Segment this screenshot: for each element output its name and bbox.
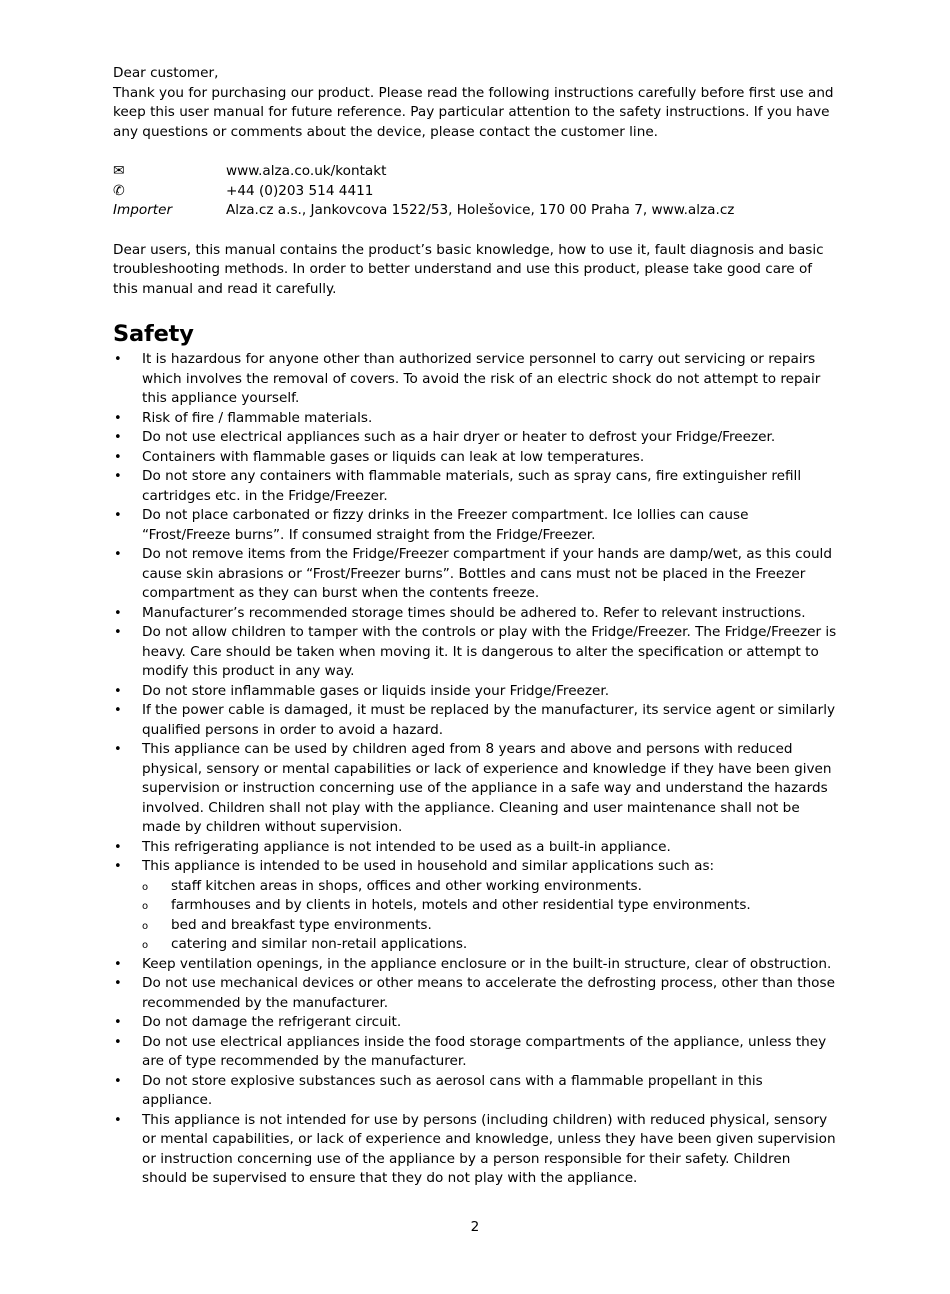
importer-label: Importer — [113, 202, 173, 218]
list-item: • Do not use electrical appliances such as a hair dryer or heater to defrost your Fridge/Freezer. — [113, 428, 837, 448]
phone-icon: ✆ — [113, 182, 125, 199]
manual-note: Dear users, this manual contains the product’s basic knowledge, how to use it, fault diagnosis and basic troubleshooting methods. In order to better understand and use this product, please take good care of this manual and read it carefully. — [113, 241, 824, 297]
safety-list — [113, 350, 837, 1189]
contact-block — [113, 162, 837, 221]
envelope-icon: ✉ — [113, 163, 125, 179]
list-item: • If the power cable is damaged, it must be replaced by the manufacturer, its service agent or similarly qualified persons in order to avoid a hazard. — [113, 701, 837, 740]
list-item: • Risk of fire / flammable materials. — [113, 409, 837, 429]
list-item-text: This appliance is intended to be used in household and similar applications such as: — [142, 858, 715, 874]
list-item: • Do not place carbonated or fizzy drinks in the Freezer compartment. Ice lollies can cause “Frost/Freeze burns”. If consumed straight from the Fridge/Freezer. — [113, 506, 837, 545]
sub-list-item: o farmhouses and by clients in hotels, motels and other residential type environments. — [142, 896, 837, 916]
list-item: • This appliance can be used by children aged from 8 years and above and persons with reduced physical, sensory or mental capabilities or lack of experience and knowledge if they have been given supervision or instruction concerning use of the appliance in a safe way and understand the hazards involved. Children shall not play with the appliance. Cleaning and user maintenance shall not be made by children without supervision. — [113, 740, 837, 838]
list-item: • Do not store any containers with flammable materials, such as spray cans, fire extinguisher refill cartridges etc. in the Fridge/Freezer. — [113, 467, 837, 506]
intro-paragraph: Thank you for purchasing our product. Please read the following instructions carefully before first use and keep this user manual for future reference. Pay particular attention to the safety instructions. If you have any questions or comments about the device, please contact the customer line. — [113, 84, 834, 140]
sub-list-item: o catering and similar non-retail applications. — [142, 935, 837, 955]
safety-heading: Safety — [113, 321, 194, 347]
list-item: • This refrigerating appliance is not intended to be used as a built-in appliance. — [113, 838, 837, 858]
list-item: • Do not allow children to tamper with the controls or play with the Fridge/Freezer. The Fridge/Freezer is heavy. Care should be taken when moving it. It is dangerous to alter the specification or attempt to modify this product in any way. — [113, 623, 837, 682]
list-item: • Do not store explosive substances such as aerosol cans with a flammable propellant in this appliance. — [113, 1072, 837, 1111]
greeting: Dear customer, — [113, 65, 219, 81]
list-item-with-sublist — [113, 857, 837, 955]
list-item: • Do not damage the refrigerant circuit. — [113, 1013, 837, 1033]
sub-list-item: o staff kitchen areas in shops, offices and other working environments. — [142, 877, 837, 897]
sub-list-item: o bed and breakfast type environments. — [142, 916, 837, 936]
importer-address: Alza.cz a.s., Jankovcova 1522/53, Holešovice, 170 00 Praha 7, www.alza.cz — [226, 202, 735, 218]
list-item: • Do not use mechanical devices or other means to accelerate the defrosting process, other than those recommended by the manufacturer. — [113, 974, 837, 1013]
list-item: • Do not store inflammable gases or liquids inside your Fridge/Freezer. — [113, 682, 837, 702]
list-item: • Manufacturer’s recommended storage times should be adhered to. Refer to relevant instructions. — [113, 604, 837, 624]
contact-phone-row — [113, 182, 837, 202]
contact-email[interactable]: www.alza.co.uk/kontakt — [226, 163, 387, 179]
list-item: • This appliance is not intended for use by persons (including children) with reduced physical, sensory or mental capabilities, or lack of experience and knowledge, unless they have been given supervision or instruction concerning use of the appliance by a person responsible for their safety. Children should be supervised to ensure that they do not play with the appliance. — [113, 1111, 837, 1189]
contact-phone: +44 (0)203 514 4411 — [226, 182, 374, 199]
list-item: • Containers with flammable gases or liquids can leak at low temperatures. — [113, 448, 837, 468]
manual-page — [113, 64, 837, 1189]
list-item: • Keep ventilation openings, in the appliance enclosure or in the built-in structure, clear of obstruction. — [113, 955, 837, 975]
contact-importer-row — [113, 201, 837, 221]
contact-email-row — [113, 162, 837, 182]
list-item: • Do not remove items from the Fridge/Freezer compartment if your hands are damp/wet, as this could cause skin abrasions or “Frost/Freezer burns”. Bottles and cans must not be placed in the Freezer compartment as they can burst when the contents freeze. — [113, 545, 837, 604]
list-item: • It is hazardous for anyone other than authorized service personnel to carry out servicing or repairs which involves the removal of covers. To avoid the risk of an electric shock do not attempt to repair this appliance yourself. — [113, 350, 837, 409]
sub-list — [142, 877, 837, 955]
page-number: 2 — [470, 1219, 480, 1235]
list-item: • Do not use electrical appliances inside the food storage compartments of the appliance, unless they are of type recommended by the manufacturer. — [113, 1033, 837, 1072]
